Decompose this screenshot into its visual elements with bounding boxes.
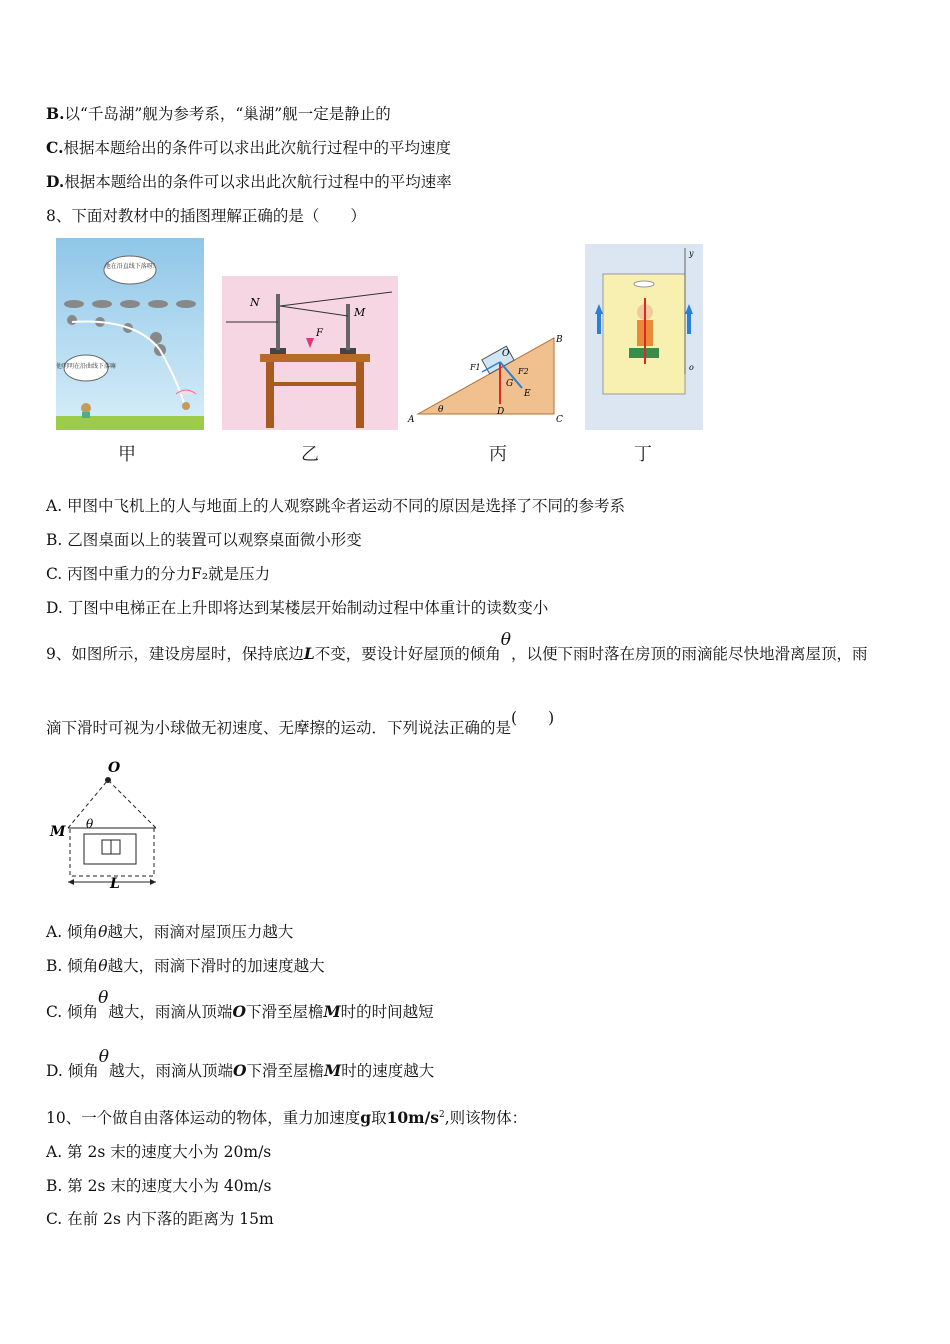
q8-option-b: B. 乙图桌面以上的装置可以观察桌面微小形变 (46, 531, 362, 549)
figure-bing (404, 330, 566, 430)
svg-text:B: B (556, 335, 563, 345)
caption-ding: 丁 (634, 444, 652, 465)
svg-text:他明明在沿曲线下落嘛: 他明明在沿曲线下落嘛 (56, 363, 117, 370)
svg-text:F2: F2 (518, 367, 529, 376)
q7-option-b: B.以“千岛湖”舰为参考系，“巢湖”舰一定是静止的 (46, 104, 391, 123)
q7-option-d: D.根据本题给出的条件可以求出此次航行过程中的平均速率 (46, 172, 452, 191)
q9-option-b: B. 倾角θ越大，雨滴下滑时的加速度越大 (46, 957, 325, 975)
svg-text:y: y (689, 249, 694, 258)
q10-option-b: B. 第 2s 末的速度大小为 40m/s (46, 1177, 272, 1195)
svg-text:E: E (524, 389, 531, 399)
q9-stem-line2: 滴下滑时可视为小球做无初速度、无摩擦的运动．下列说法正确的是( ) (46, 709, 555, 737)
q9-option-d: D. 倾角θ越大，雨滴从顶端O下滑至屋檐M时的速度越大 (46, 1047, 435, 1080)
svg-text:L: L (110, 876, 120, 892)
q8-option-c: C. 丙图中重力的分力F₂就是压力 (46, 565, 271, 583)
q10-option-a: A. 第 2s 末的速度大小为 20m/s (46, 1143, 272, 1161)
figure-yi (222, 276, 398, 430)
q10-option-c: C. 在前 2s 内下落的距离为 15m (46, 1210, 274, 1228)
caption-jia: 甲 (118, 444, 136, 465)
q7-option-c: C.根据本题给出的条件可以求出此次航行过程中的平均速度 (46, 138, 451, 157)
q9-option-c: C. 倾角θ越大，雨滴从顶端O下滑至屋檐M时的时间越短 (46, 988, 434, 1021)
q10-stem: 10、一个做自由落体运动的物体，重力加速度g取$10m/s^2$,则该物体： (46, 1108, 528, 1127)
svg-text:M: M (50, 824, 66, 840)
caption-bing: 丙 (489, 444, 507, 465)
svg-text:G: G (506, 379, 514, 389)
q8-option-d: D. 丁图中电梯正在上升即将达到某楼层开始制动过程中体重计的读数变小 (46, 599, 549, 617)
q8-stem: 8、下面对教材中的插图理解正确的是（ ） (46, 207, 366, 225)
q9-option-a: A. 倾角θ越大，雨滴对屋顶压力越大 (46, 923, 294, 941)
svg-text:C: C (556, 415, 563, 425)
svg-text:N: N (250, 296, 260, 309)
svg-text:O: O (502, 349, 510, 359)
svg-text:F1: F1 (470, 363, 481, 372)
figure-ding (585, 244, 703, 430)
figure-jia (56, 238, 204, 430)
svg-text:o: o (689, 363, 694, 372)
svg-text:F: F (316, 328, 323, 339)
svg-text:M: M (354, 306, 366, 319)
svg-text:θ: θ (86, 817, 94, 831)
svg-text:D: D (497, 407, 505, 417)
q8-option-a: A. 甲图中飞机上的人与地面上的人观察跳伞者运动不同的原因是选择了不同的参考系 (46, 497, 626, 515)
q9-stem-line1: 9、如图所示，建设房屋时，保持底边L不变，要设计好屋顶的倾角θ，以便下雨时落在房顶的雨滴能尽快地滑离屋顶，雨 (46, 630, 868, 663)
caption-yi: 乙 (301, 444, 319, 465)
svg-text:A: A (408, 415, 415, 425)
svg-text:θ: θ (438, 405, 444, 415)
svg-text:他在沿直线下落呀!: 他在沿直线下落呀! (104, 263, 156, 270)
q9-house-figure (46, 758, 166, 892)
svg-text:O: O (108, 760, 121, 776)
